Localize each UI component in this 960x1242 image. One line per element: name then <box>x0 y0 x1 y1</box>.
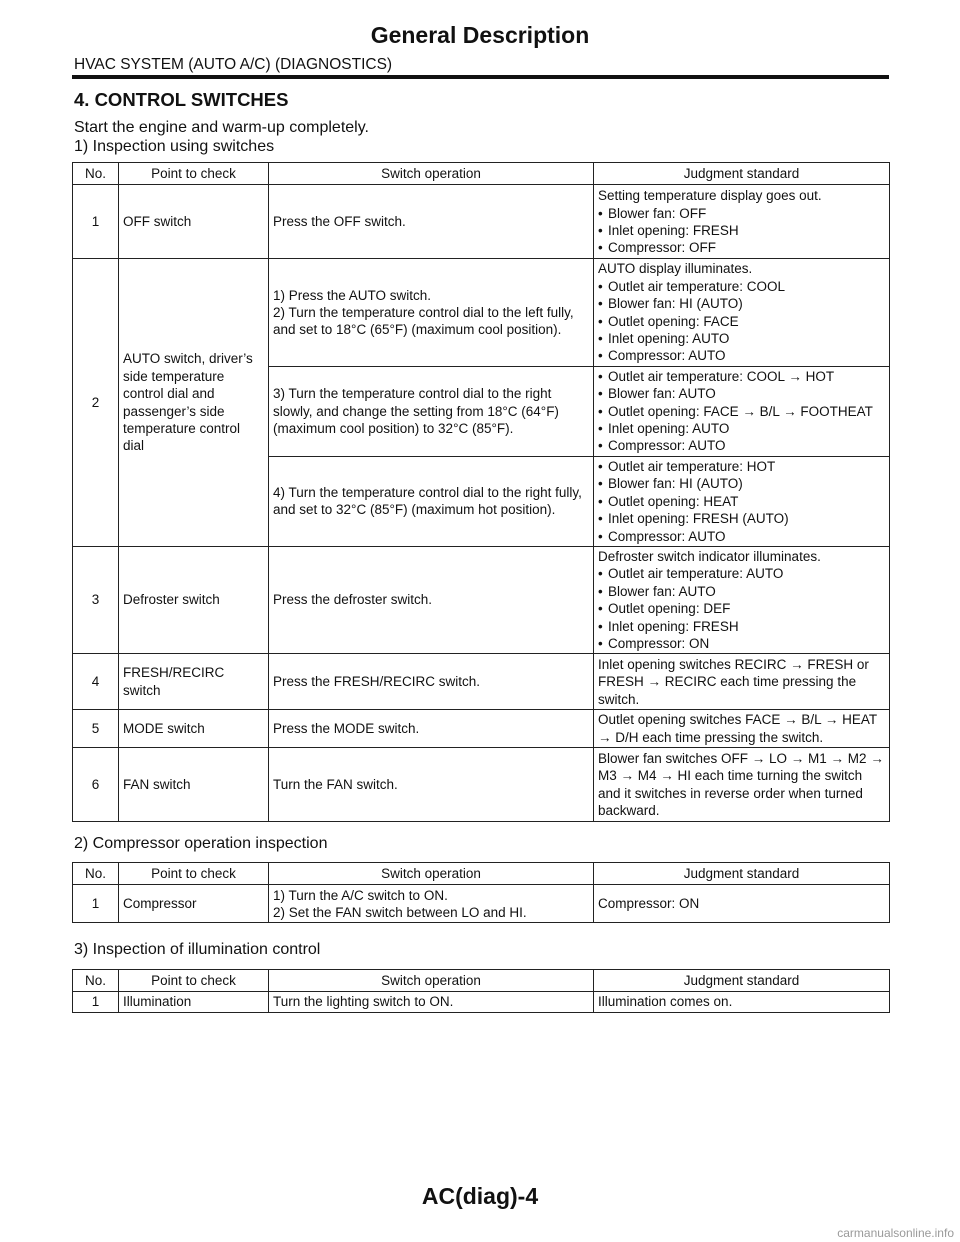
illumination-inspection-table <box>72 969 890 1013</box>
row-operation: Turn the lighting switch to ON. <box>269 992 594 1012</box>
row-judgment: Blower fan switches OFF → LO → M1 → M2 → M3 → M4 → HI each time turning the switch and it switches in reverse order when turned backward. <box>594 748 890 822</box>
compressor-inspection-title: 2) Compressor operation inspection <box>74 835 328 852</box>
judgment-heading: AUTO display illuminates. <box>598 261 753 277</box>
operation-step: 1) Press the AUTO switch. <box>273 287 432 303</box>
judgment-heading: Setting temperature display goes out. <box>598 188 822 204</box>
judgment-item: • Outlet air temperature: COOL → HOT <box>598 368 885 385</box>
col-header-no: No. <box>73 970 119 992</box>
row-judgment: Outlet opening switches FACE → B/L → HEAT → D/H each time pressing the switch. <box>594 710 890 748</box>
row-operation: Turn the FAN switch. <box>269 748 594 822</box>
row-operation: Press the OFF switch. <box>269 185 594 259</box>
row-point: AUTO switch, driver’s side temperature control dial and passenger’s side temperature control dial <box>119 259 269 547</box>
table-header-row <box>73 163 890 185</box>
illumination-inspection-title: 3) Inspection of illumination control <box>74 941 321 958</box>
col-header-judgment: Judgment standard <box>594 970 890 992</box>
judgment-item: • Inlet opening: FRESH (AUTO) <box>598 510 885 527</box>
judgment-item: • Inlet opening: FRESH <box>598 222 885 239</box>
intro-line-1: Start the engine and warm-up completely. <box>74 119 369 136</box>
intro-text <box>74 118 369 156</box>
judgment-item: • Outlet air temperature: HOT <box>598 458 885 475</box>
row-judgment <box>594 546 890 653</box>
row-operation: Press the FRESH/RECIRC switch. <box>269 654 594 710</box>
row-judgment: Compressor: ON <box>594 885 890 923</box>
page-title: General Description <box>370 22 590 48</box>
row-no: 1 <box>73 992 119 1012</box>
table-row <box>73 992 890 1012</box>
row-no: 1 <box>73 885 119 923</box>
row-no: 1 <box>73 185 119 259</box>
row-point: Compressor <box>119 885 269 923</box>
table-row <box>73 710 890 748</box>
judgment-item: • Compressor: OFF <box>598 239 885 256</box>
col-header-judgment: Judgment standard <box>594 863 890 885</box>
row-judgment <box>594 456 890 546</box>
judgment-item: • Blower fan: HI (AUTO) <box>598 295 885 312</box>
judgment-item: • Outlet opening: FACE → B/L → FOOTHEAT <box>598 403 885 420</box>
row-no: 6 <box>73 748 119 822</box>
section-header: HVAC SYSTEM (AUTO A/C) (DIAGNOSTICS) <box>74 56 393 73</box>
row-judgment <box>594 185 890 259</box>
col-header-judgment: Judgment standard <box>594 163 890 185</box>
table-row <box>73 885 890 923</box>
table-header-row <box>73 970 890 992</box>
judgment-item: • Blower fan: AUTO <box>598 385 885 402</box>
judgment-list <box>598 458 885 545</box>
judgment-list <box>598 205 885 257</box>
row-operation <box>269 259 594 366</box>
judgment-heading: Defroster switch indicator illuminates. <box>598 548 821 564</box>
row-point: MODE switch <box>119 710 269 748</box>
operation-step: 1) Turn the A/C switch to ON. <box>273 887 448 903</box>
table-header-row <box>73 863 890 885</box>
page-number: AC(diag)-4 <box>421 1183 539 1209</box>
col-header-point: Point to check <box>119 970 269 992</box>
row-no: 2 <box>73 259 119 547</box>
judgment-item: • Outlet opening: HEAT <box>598 493 885 510</box>
row-point: Illumination <box>119 992 269 1012</box>
judgment-item: • Compressor: AUTO <box>598 528 885 545</box>
judgment-list <box>598 368 885 455</box>
col-header-no: No. <box>73 863 119 885</box>
row-operation <box>269 885 594 923</box>
row-operation: Press the defroster switch. <box>269 546 594 653</box>
row-operation: 3) Turn the temperature control dial to the right slowly, and change the setting from 18°C (64°F) (maximum cool position) to 32°C (85°F). <box>269 366 594 456</box>
judgment-item: • Blower fan: HI (AUTO) <box>598 475 885 492</box>
judgment-item: • Blower fan: AUTO <box>598 583 885 600</box>
switch-inspection-table <box>72 162 890 822</box>
col-header-no: No. <box>73 163 119 185</box>
table-row <box>73 654 890 710</box>
watermark: carmanualsonline.info <box>837 1226 954 1240</box>
col-header-operation: Switch operation <box>269 970 594 992</box>
header-rule <box>72 75 889 79</box>
row-judgment: Inlet opening switches RECIRC → FRESH or FRESH → RECIRC each time pressing the switch. <box>594 654 890 710</box>
col-header-operation: Switch operation <box>269 863 594 885</box>
judgment-item: • Outlet air temperature: COOL <box>598 278 885 295</box>
row-no: 3 <box>73 546 119 653</box>
row-operation: Press the MODE switch. <box>269 710 594 748</box>
row-point: Defroster switch <box>119 546 269 653</box>
table-row <box>73 748 890 822</box>
col-header-operation: Switch operation <box>269 163 594 185</box>
row-operation: 4) Turn the temperature control dial to the right fully, and set to 32°C (85°F) (maximum hot position). <box>269 456 594 546</box>
judgment-item: • Outlet air temperature: AUTO <box>598 565 885 582</box>
intro-line-2: 1) Inspection using switches <box>74 138 275 155</box>
table-row <box>73 259 890 366</box>
judgment-item: • Outlet opening: DEF <box>598 600 885 617</box>
row-judgment <box>594 259 890 366</box>
operation-step: 2) Set the FAN switch between LO and HI. <box>273 904 527 920</box>
compressor-inspection-table <box>72 862 890 923</box>
judgment-item: • Compressor: AUTO <box>598 437 885 454</box>
judgment-list <box>598 278 885 365</box>
table-row <box>73 185 890 259</box>
row-point: FAN switch <box>119 748 269 822</box>
row-judgment: Illumination comes on. <box>594 992 890 1012</box>
judgment-item: • Compressor: AUTO <box>598 347 885 364</box>
col-header-point: Point to check <box>119 863 269 885</box>
row-point: FRESH/RECIRC switch <box>119 654 269 710</box>
section-heading: 4. CONTROL SWITCHES <box>74 89 289 110</box>
judgment-item: • Inlet opening: AUTO <box>598 330 885 347</box>
judgment-item: • Blower fan: OFF <box>598 205 885 222</box>
operation-step: 2) Turn the temperature control dial to the left fully, and set to 18°C (65°F) (maximum cool position). <box>273 304 574 338</box>
judgment-item: • Outlet opening: FACE <box>598 313 885 330</box>
row-point: OFF switch <box>119 185 269 259</box>
judgment-item: • Inlet opening: AUTO <box>598 420 885 437</box>
judgment-item: • Compressor: ON <box>598 635 885 652</box>
col-header-point: Point to check <box>119 163 269 185</box>
row-judgment <box>594 366 890 456</box>
row-no: 5 <box>73 710 119 748</box>
table-row <box>73 546 890 653</box>
row-no: 4 <box>73 654 119 710</box>
judgment-list <box>598 565 885 652</box>
judgment-item: • Inlet opening: FRESH <box>598 618 885 635</box>
